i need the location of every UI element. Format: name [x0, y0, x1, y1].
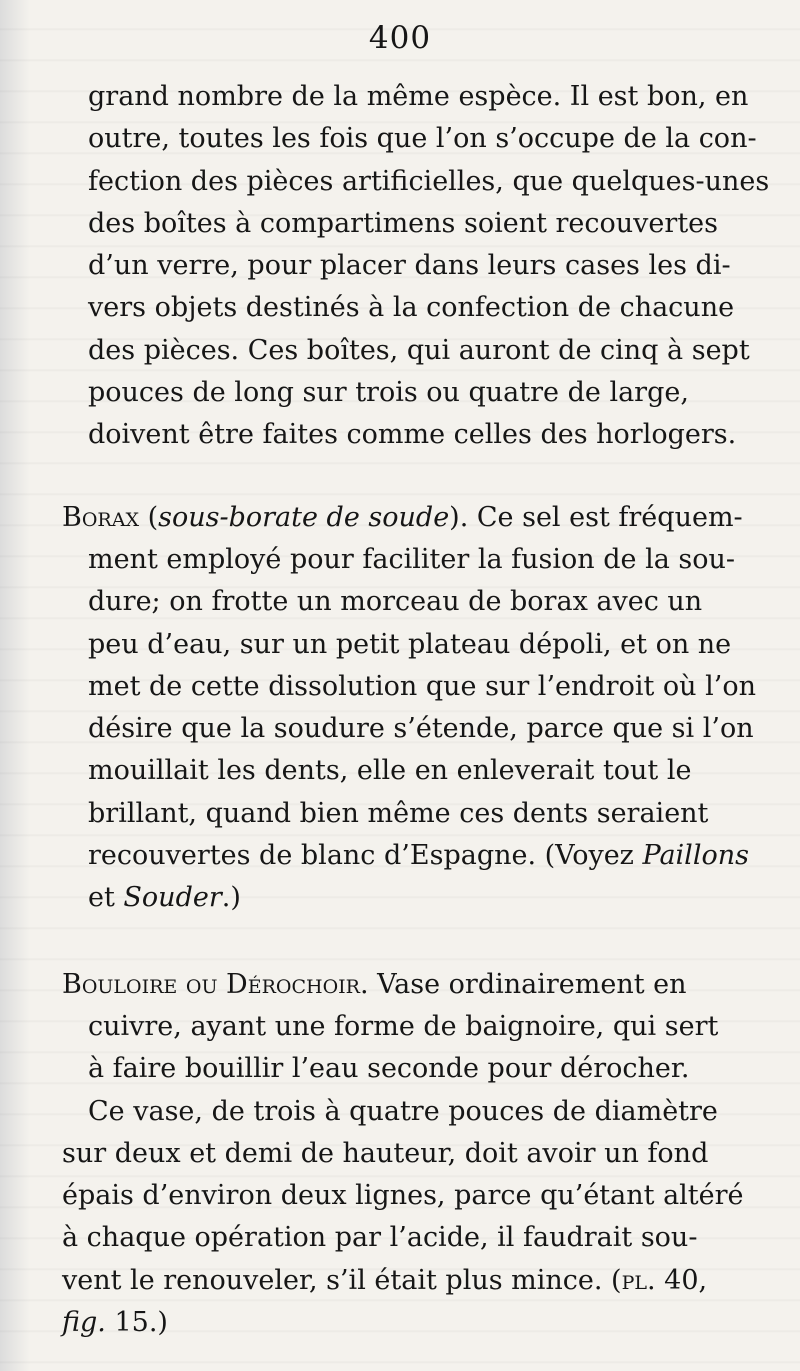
text-line: grand nombre de la même espèce. Il est bon, en [88, 81, 749, 112]
text-line: à chaque opération par l’acide, il faudrait sou- [62, 1222, 698, 1254]
reference-prefix: et [88, 882, 124, 914]
text-line: brillant, quand bien même ces dents seraient [88, 797, 709, 829]
plate-abbreviation: pl. [621, 1264, 656, 1296]
spacer [62, 457, 762, 497]
text-line: outre, toutes les fois que l’on s’occupe de la con- [88, 123, 757, 155]
voyez-reference-text: recouvertes de blanc d’Espagne. (Voyez [88, 840, 643, 872]
entry-paren-open: ( [147, 501, 159, 533]
text-line: dure; on frotte un morceau de borax avec un [88, 586, 703, 618]
text-line: des pièces. Ces boîtes, qui auront de cinq à sept [88, 334, 750, 366]
scan-left-edge [0, 0, 30, 1371]
text-line: d’un verre, pour placer dans leurs cases les di- [88, 250, 731, 282]
text-line: mouillait les dents, elle en enleverait tout le [88, 755, 692, 787]
entry-definition: sous-borate de soude [158, 501, 450, 533]
text-line: épais d’environ deux lignes, parce qu’étant altéré [62, 1180, 744, 1212]
text-line: cuivre, ayant une forme de baignoire, qui sert [88, 1010, 719, 1042]
souder-reference: Souder [123, 882, 222, 914]
entry-text: . Vase ordinairement en [359, 968, 687, 1000]
entry-headword: Bouloire ou Dérochoir [62, 968, 360, 1000]
entry-text: ). Ce sel est fréquem- [449, 501, 743, 533]
spacer [62, 920, 762, 964]
text-line: sur deux et demi de hauteur, doit avoir un fond [62, 1137, 709, 1169]
plate-reference-text: vent le renouveler, s’il était plus mince. ( [62, 1264, 622, 1296]
plate-number: 40, [655, 1264, 708, 1296]
text-line: des boîtes à compartimens soient recouvertes [88, 207, 719, 239]
dictionary-entry-borax [62, 497, 762, 920]
continued-paragraph [62, 76, 770, 457]
paillons-reference: Paillons [642, 840, 749, 872]
text-line: fection des pièces artificielles, que quelques-unes [88, 165, 770, 197]
paragraph-first-line: Ce vase, de trois à quatre pouces de diamètre [88, 1095, 718, 1127]
text-line: ment employé pour faciliter la fusion de la sou- [88, 543, 736, 575]
text-line [62, 877, 762, 919]
figure-abbreviation: fig. [62, 1307, 106, 1339]
text-line: doivent être faites comme celles des horlogers. [88, 419, 737, 451]
page-number: 400 [368, 20, 432, 56]
reference-suffix: .) [221, 882, 241, 914]
page-body [62, 76, 770, 1344]
dictionary-entry-bouloire [62, 964, 762, 1345]
entry-first-line [62, 964, 762, 1006]
text-line [62, 1302, 762, 1344]
entry-first-line [62, 497, 762, 539]
text-line [62, 1260, 762, 1302]
entry-headword: Borax [62, 501, 139, 533]
text-line: peu d’eau, sur un petit plateau dépoli, et on ne [88, 628, 732, 660]
text-line: à faire bouillir l’eau seconde pour dérocher. [88, 1053, 690, 1085]
figure-number: 15.) [105, 1307, 168, 1339]
text-line [62, 835, 762, 877]
text-line: met de cette dissolution que sur l’endroit où l’on [88, 670, 756, 702]
text-line: vers objets destinés à la confection de chacune [88, 292, 735, 324]
text-line: désire que la soudure s’étende, parce que si l’on [88, 713, 754, 745]
text-line: pouces de long sur trois ou quatre de large, [88, 377, 689, 409]
